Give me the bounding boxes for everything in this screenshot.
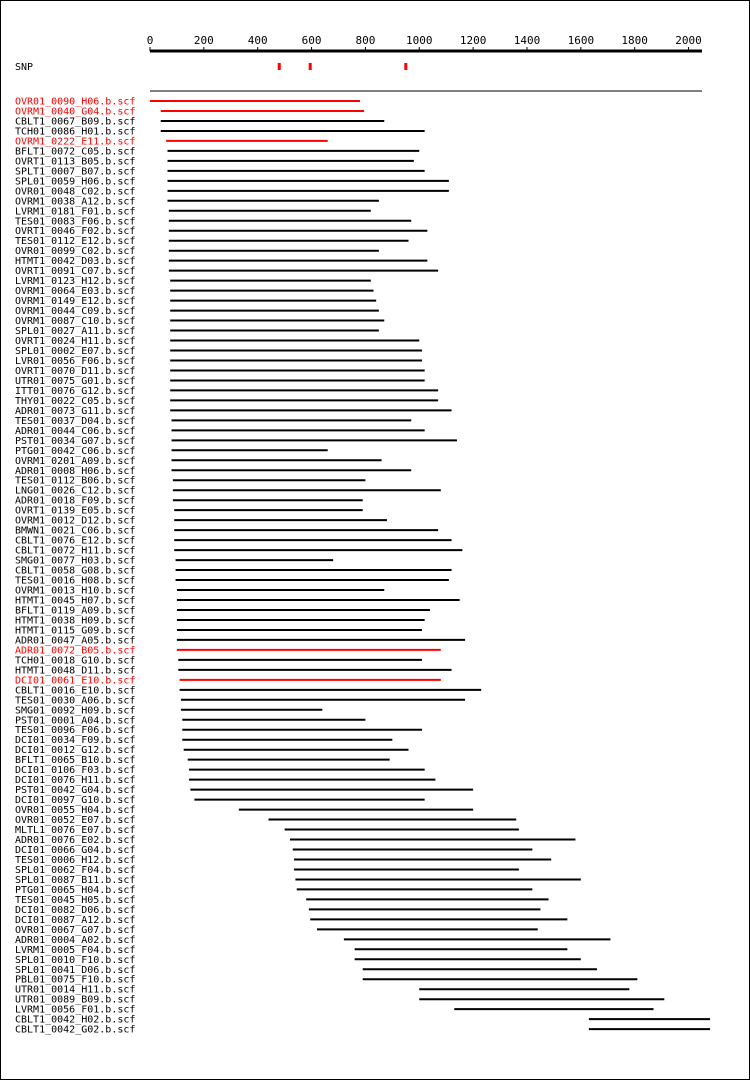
read-label: OVRM1_0201_A09.b.scf [15,455,136,467]
read-label: SPL01_0002_E07.b.scf [15,346,136,357]
read-label: PST01_0034_G07.b.scf [15,435,136,447]
axis-tick-label: 1000 [406,34,433,47]
read-label: LVRM1_0123_H12.b.scf [15,276,136,288]
read-label: OVR01_0052_E07.b.scf [15,815,136,827]
axis-tick-label: 600 [301,34,322,47]
read-label: SPL01_0087_B11.b.scf [15,874,136,886]
read-label: CBLT1_0042_H02.b.scf [15,1014,136,1026]
read-label: OVRT1_0024_H11.b.scf [15,336,136,348]
read-label: ADR01_0076_E02.b.scf [15,835,136,847]
read-label: OVRM1_0149_E12.b.scf [15,296,136,308]
read-label: TES01_0006_H12.b.scf [15,854,136,866]
x-axis [147,34,702,51]
read-label: SPLT1_0007_B07.b.scf [15,166,136,178]
read-label: ADR01_0018_F09.b.scf [15,495,136,507]
read-label: ITT01_0076_G12.b.scf [15,385,136,397]
read-label: ADR01_0047_A05.b.scf [15,635,136,647]
read-label: OVRM1_0040_G04.b.scf [15,106,136,118]
read-label: PTG01_0042_C06.b.scf [15,445,136,457]
read-label: PST01_0001_A04.b.scf [15,715,136,727]
axis-tick-label: 800 [355,34,376,47]
read-label: OVR01_0067_G07.b.scf [15,924,136,936]
read-label: CBLT1_0016_E10.b.scf [15,685,136,697]
read-label: DCI01_0061_E10.b.scf [15,675,136,687]
snp-track [15,62,407,73]
read-label: SPL01_0027_A11.b.scf [15,326,136,338]
axis-tick-label: 2000 [675,34,702,47]
read-label: OVRM1_0012_D12.b.scf [15,515,136,527]
read-label: TES01_0083_F06.b.scf [15,216,136,228]
read-label: OVRM1_0013_H10.b.scf [15,585,136,597]
read-label: OVRM1_0044_C09.b.scf [15,306,136,318]
read-label: ADR01_0073_G11.b.scf [15,405,136,417]
read-label: DCI01_0012_G12.b.scf [15,745,136,757]
snp-marker [404,63,407,70]
read-label: PST01_0042_G04.b.scf [15,785,136,797]
read-label: OVR01_0055_H04.b.scf [15,805,136,817]
read-label: ADR01_0008_H06.b.scf [15,465,136,477]
read-label: TES01_0112_B06.b.scf [15,475,136,487]
read-label: OVR01_0099_C02.b.scf [15,246,136,258]
read-label: OVRT1_0091_C07.b.scf [15,266,136,278]
read-label: OVR01_0090_H06.b.scf [15,96,136,108]
read-label: HTMT1_0038_H09.b.scf [15,615,136,627]
read-label: DCI01_0082_D06.b.scf [15,904,136,916]
read-label: TES01_0096_F06.b.scf [15,725,136,737]
read-label: LVRM1_0005_F04.b.scf [15,944,136,956]
read-label: ADR01_0044_C06.b.scf [15,425,136,437]
read-label: DCI01_0087_A12.b.scf [15,914,136,926]
read-label: DCI01_0034_F09.b.scf [15,735,136,747]
read-label: SPL01_0041_D06.b.scf [15,964,136,976]
read-label: CBLT1_0067_B09.b.scf [15,116,136,128]
read-label: SPL01_0062_F04.b.scf [15,864,136,876]
read-alignment-chart [1,1,749,1079]
read-label: CBLT1_0072_H11.b.scf [15,545,136,557]
snp-marker [309,63,312,70]
read-label: MLTL1_0076_E07.b.scf [15,825,136,837]
read-label: OVRT1_0046_F02.b.scf [15,226,136,238]
read-label: OVR01_0048_C02.b.scf [15,186,136,198]
read-label: UTR01_0075_G01.b.scf [15,375,136,387]
read-label: SPL01_0010_F10.b.scf [15,954,136,966]
read-label: BMWN1_0021_C06.b.scf [15,525,136,537]
read-label: CBLT1_0042_G02.b.scf [15,1024,136,1036]
axis-tick-label: 1600 [567,34,595,47]
read-label: DCI01_0106_F03.b.scf [15,765,136,777]
read-label: PBL01_0075_F10.b.scf [15,974,136,986]
read-label: LVR01_0056_F06.b.scf [15,355,136,367]
read-label: OVRM1_0038_A12.b.scf [15,196,136,208]
read-label: TES01_0016_H08.b.scf [15,575,136,587]
axis-tick-label: 1200 [459,34,487,47]
read-label: TES01_0112_E12.b.scf [15,236,136,248]
read-label: OVRM1_0087_C10.b.scf [15,316,136,328]
read-label: TES01_0037_D04.b.scf [15,415,136,427]
read-label: CBLT1_0058_G08.b.scf [15,565,136,577]
read-label: BFLT1_0119_A09.b.scf [15,605,136,617]
axis-tick-label: 1800 [621,34,648,47]
read-label: UTR01_0014_H11.b.scf [15,984,136,996]
read-label: ADR01_0072_B05.b.scf [15,645,136,657]
snp-marker [278,63,281,70]
read-label: OVRM1_0222_E11.b.scf [15,136,136,148]
read-label: BFLT1_0072_C05.b.scf [15,146,136,158]
axis-tick-label: 400 [247,34,268,47]
read-label: BFLT1_0065_B10.b.scf [15,755,136,767]
axis-tick-label: 200 [193,34,214,47]
read-label: THY01_0022_C05.b.scf [15,395,136,407]
read-label: OVRT1_0139_E05.b.scf [15,505,136,517]
read-label: HTMT1_0045_H07.b.scf [15,595,136,607]
axis-tick-label: 0 [146,34,154,47]
read-label: OVRT1_0070_D11.b.scf [15,365,136,377]
read-label: ADR01_0004_A02.b.scf [15,934,136,946]
read-label: DCI01_0097_G10.b.scf [15,795,136,807]
read-label: LVRM1_0181_F01.b.scf [15,206,136,218]
reads-track [15,97,710,1036]
read-label: SMG01_0092_H09.b.scf [15,705,136,717]
read-label: TCH01_0018_G10.b.scf [15,655,136,667]
read-label: TES01_0030_A06.b.scf [15,695,136,707]
read-label: LNG01_0026_C12.b.scf [15,485,136,497]
snp-label: SNP [15,62,34,73]
read-label: DCI01_0066_G04.b.scf [15,845,136,856]
axis-tick-label: 1400 [513,34,541,47]
read-label: HTMT1_0115_G09.b.scf [15,625,136,637]
read-label: SMG01_0077_H03.b.scf [15,555,136,567]
read-label: HTMT1_0042_D03.b.scf [15,256,136,268]
read-label: PTG01_0065_H04.b.scf [15,884,136,896]
read-label: UTR01_0089_B09.b.scf [15,994,136,1006]
read-label: LVRM1_0056_F01.b.scf [15,1004,136,1016]
read-label: TCH01_0086_H01.b.scf [15,126,136,138]
read-label: CBLT1_0076_E12.b.scf [15,535,136,547]
read-label: DCI01_0076_H11.b.scf [15,775,136,787]
read-label: OVRM1_0064_E03.b.scf [15,286,136,298]
read-label: SPL01_0059_H06.b.scf [15,176,136,188]
read-label: OVRT1_0113_B05.b.scf [15,156,136,168]
read-label: TES01_0045_H05.b.scf [15,894,136,906]
read-label: HTMT1_0048_D11.b.scf [15,665,136,677]
